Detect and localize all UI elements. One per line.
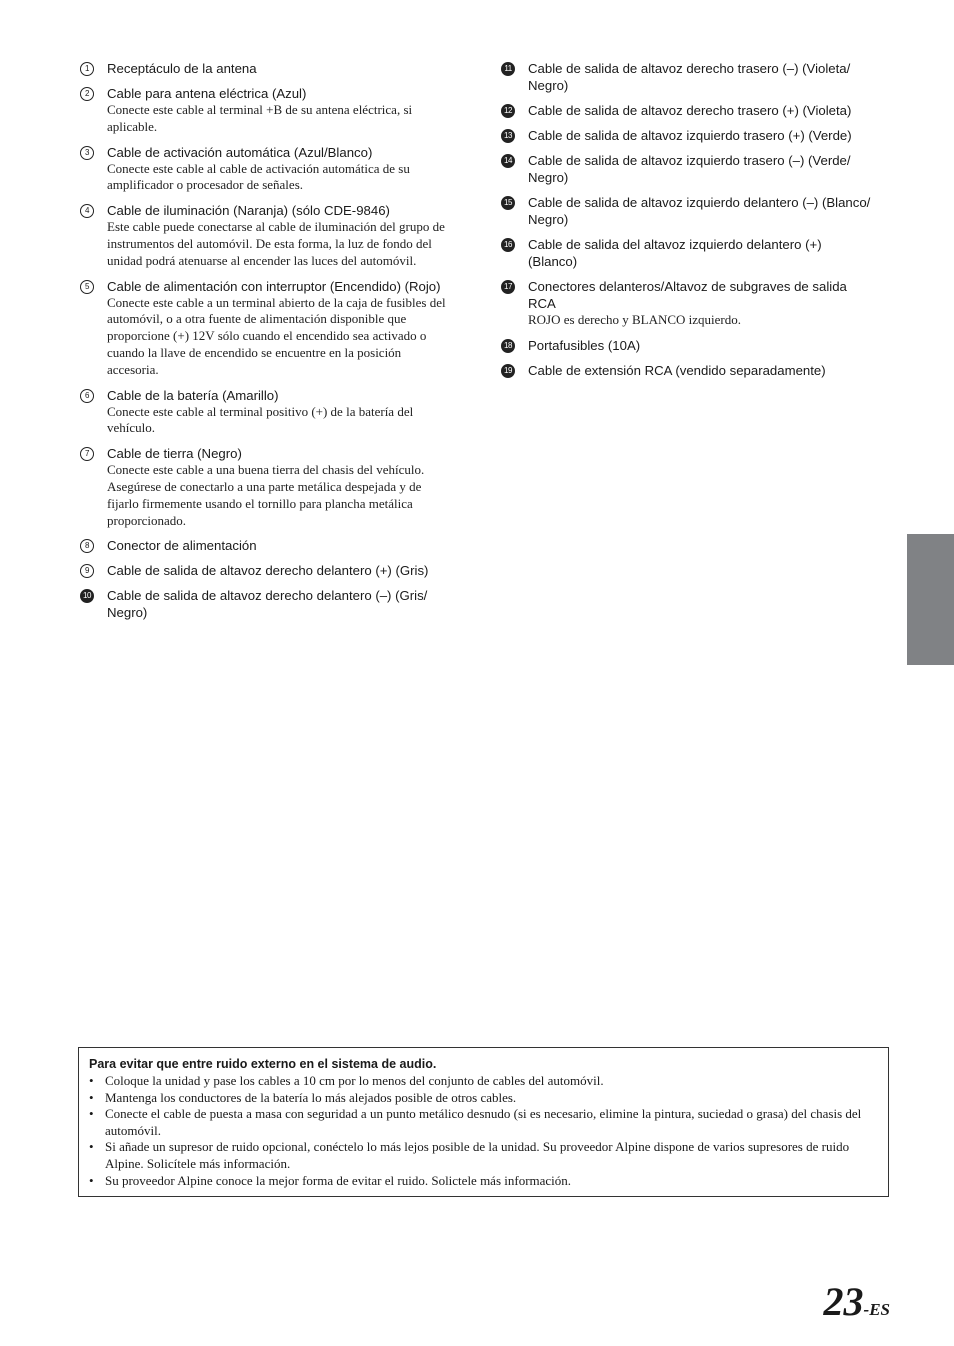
- item-number-badge: 3: [80, 146, 94, 160]
- item-number-badge: 12: [501, 104, 515, 118]
- list-item: [501, 102, 896, 119]
- description-line: instrumentos del automóvil. De esta forma, la luz de fondo del: [107, 235, 432, 251]
- item-title: Cable de iluminación (Naranja) (sólo CDE-9846): [107, 203, 390, 219]
- description-line: ROJO es derecho y BLANCO izquierdo.: [528, 312, 742, 327]
- bullet-text: Si añade un supresor de ruido opcional, conéctelo lo más lejos posible de la unidad. Su proveedor Alpine dispone de varios supresores de ruido Alpine. Solicítele más información.: [105, 1139, 850, 1171]
- bullet-text: Conecte el cable de puesta a masa con seguridad a un punto metálico desnudo (si es necesario, elimine la pintura, suciedad o grasa) del chasis del automóvil.: [105, 1106, 862, 1138]
- item-number-badge: 17: [501, 280, 515, 294]
- description-line: cuando la llave de encendido se encuentre en la posición: [107, 344, 402, 360]
- bullet-point-icon: •: [89, 1172, 94, 1188]
- description-line: proporcionado.: [107, 512, 187, 528]
- description-line: Conecte este cable al cable de activación automática de su: [107, 160, 410, 176]
- item-description: [107, 462, 475, 529]
- item-number-badge: 19: [501, 364, 515, 378]
- noise-notice-box: [78, 1047, 889, 1197]
- description-line: aplicable.: [107, 118, 158, 134]
- item-title: Cable de alimentación con interruptor (Encendido) (Rojo): [107, 278, 441, 294]
- list-item: [80, 85, 475, 136]
- page-number: [824, 1279, 890, 1333]
- description-line: Conecte este cable al terminal positivo (+) de la batería del: [107, 403, 414, 419]
- description-line: automóvil, o a otra fuente de alimentación disponible que: [107, 311, 407, 327]
- section-tab-marker: [907, 534, 954, 665]
- item-number-badge: 18: [501, 339, 515, 353]
- item-number-badge: 5: [80, 280, 94, 294]
- item-title: Portafusibles (10A): [528, 337, 641, 353]
- item-number-badge: 15: [501, 196, 515, 210]
- item-description: [528, 312, 876, 329]
- bullet-point-icon: •: [89, 1073, 94, 1088]
- notice-bullet: [89, 1073, 878, 1090]
- item-title: Cable de salida de altavoz izquierdo trasero (+) (Verde): [528, 128, 852, 143]
- list-item: [501, 362, 896, 379]
- notice-bullet: [89, 1139, 878, 1172]
- description-line: vehículo.: [107, 420, 156, 436]
- item-number-badge: 6: [80, 389, 94, 403]
- bullet-text: Coloque la unidad y pase los cables a 10 cm por lo menos del conjunto de cables del automóvil.: [105, 1073, 604, 1088]
- list-item: [80, 278, 475, 379]
- list-item: [501, 60, 896, 94]
- item-title: Cable de salida de altavoz derecho trasero (–) (Violeta/ Negro): [528, 61, 851, 93]
- item-number-badge: 4: [80, 204, 94, 218]
- list-item: [80, 562, 475, 579]
- bullet-point-icon: •: [89, 1089, 94, 1105]
- bullet-point-icon: •: [89, 1139, 94, 1155]
- right-column: [501, 60, 896, 387]
- item-description: [107, 404, 475, 438]
- description-line: Conecte este cable a un terminal abierto de la caja de fusibles del: [107, 294, 446, 310]
- item-description: [107, 161, 475, 195]
- list-item: [80, 60, 475, 77]
- item-number-badge: 11: [501, 62, 515, 76]
- item-number-badge: 13: [501, 129, 515, 143]
- item-description: [107, 295, 475, 379]
- description-line: amplificador o procesador de señales.: [107, 177, 304, 193]
- item-number-badge: 2: [80, 87, 94, 101]
- description-line: Este cable puede conectarse al cable de iluminación del grupo de: [107, 219, 445, 235]
- list-item: [501, 236, 896, 270]
- left-column: [80, 60, 475, 629]
- list-item: [80, 387, 475, 438]
- description-line: unidad podrá atenuarse al encender las luces del automóvil.: [107, 252, 417, 268]
- item-title: Cable de salida de altavoz derecho trasero (+) (Violeta): [528, 103, 852, 118]
- item-title: Cable de la batería (Amarillo): [107, 387, 279, 403]
- description-line: Asegúrese de conectarlo a una parte metálica despejada y de: [107, 478, 422, 494]
- item-description: [107, 102, 475, 136]
- notice-bullet-list: [89, 1073, 878, 1189]
- item-number-badge: 14: [501, 154, 515, 168]
- bullet-text: Mantenga los conductores de la batería lo más alejados posible de otros cables.: [105, 1089, 517, 1105]
- list-item: [501, 278, 896, 329]
- description-line: Conecte este cable al terminal +B de su antena eléctrica, si: [107, 102, 413, 117]
- description-line: accesoria.: [107, 361, 159, 377]
- item-number-badge: 8: [80, 539, 94, 553]
- notice-bullet: [89, 1090, 878, 1107]
- item-title: Cable para antena eléctrica (Azul): [107, 86, 307, 101]
- item-number-badge: 7: [80, 447, 94, 461]
- description-line: fijarlo firmemente usando el tornillo para plancha metálica: [107, 495, 413, 511]
- list-item: [80, 144, 475, 195]
- list-item: [501, 337, 896, 354]
- item-number-badge: 16: [501, 238, 515, 252]
- item-title: Cable de tierra (Negro): [107, 446, 242, 462]
- item-title: Conector de alimentación: [107, 538, 257, 554]
- item-title: Cable de salida de altavoz derecho delantero (+) (Gris): [107, 563, 429, 579]
- item-description: [107, 219, 475, 269]
- item-title: Cable de salida de altavoz izquierdo trasero (–) (Verde/ Negro): [528, 153, 851, 185]
- item-title: Receptáculo de la antena: [107, 61, 257, 76]
- list-item: [80, 202, 475, 269]
- notice-bullet: [89, 1106, 878, 1139]
- item-number-badge: 9: [80, 564, 94, 578]
- list-item: [80, 445, 475, 529]
- bullet-text: Su proveedor Alpine conoce la mejor forma de evitar el ruido. Solictele más información.: [105, 1172, 572, 1188]
- item-number-badge: 10: [80, 589, 94, 603]
- list-item: [501, 194, 896, 228]
- list-item: [80, 587, 475, 621]
- item-number-badge: 1: [80, 62, 94, 76]
- list-item: [501, 127, 896, 144]
- description-line: Conecte este cable a una buena tierra del chasis del vehículo.: [107, 462, 425, 478]
- description-line: proporcione (+) 12V sólo cuando el encendido sea activado o: [107, 328, 427, 344]
- notice-title: Para evitar que entre ruido externo en el sistema de audio.: [89, 1057, 437, 1071]
- item-title: Cable de salida de altavoz derecho delantero (–) (Gris/ Negro): [107, 588, 428, 621]
- item-title: Cable de extensión RCA (vendido separadamente): [528, 362, 826, 378]
- item-title: Cable de salida de altavoz izquierdo delantero (–) (Blanco/ Negro): [528, 195, 871, 227]
- notice-bullet: [89, 1173, 878, 1190]
- item-title: Conectores delanteros/Altavoz de subgraves de salida RCA: [528, 279, 847, 311]
- page-language-suffix: -ES: [863, 1300, 890, 1319]
- bullet-point-icon: •: [89, 1106, 94, 1122]
- item-title: Cable de salida del altavoz izquierdo delantero (+) (Blanco): [528, 237, 822, 269]
- page-number-value: 23: [823, 1279, 864, 1324]
- list-item: [80, 537, 475, 554]
- item-title: Cable de activación automática (Azul/Blanco): [107, 144, 373, 160]
- list-item: [501, 152, 896, 186]
